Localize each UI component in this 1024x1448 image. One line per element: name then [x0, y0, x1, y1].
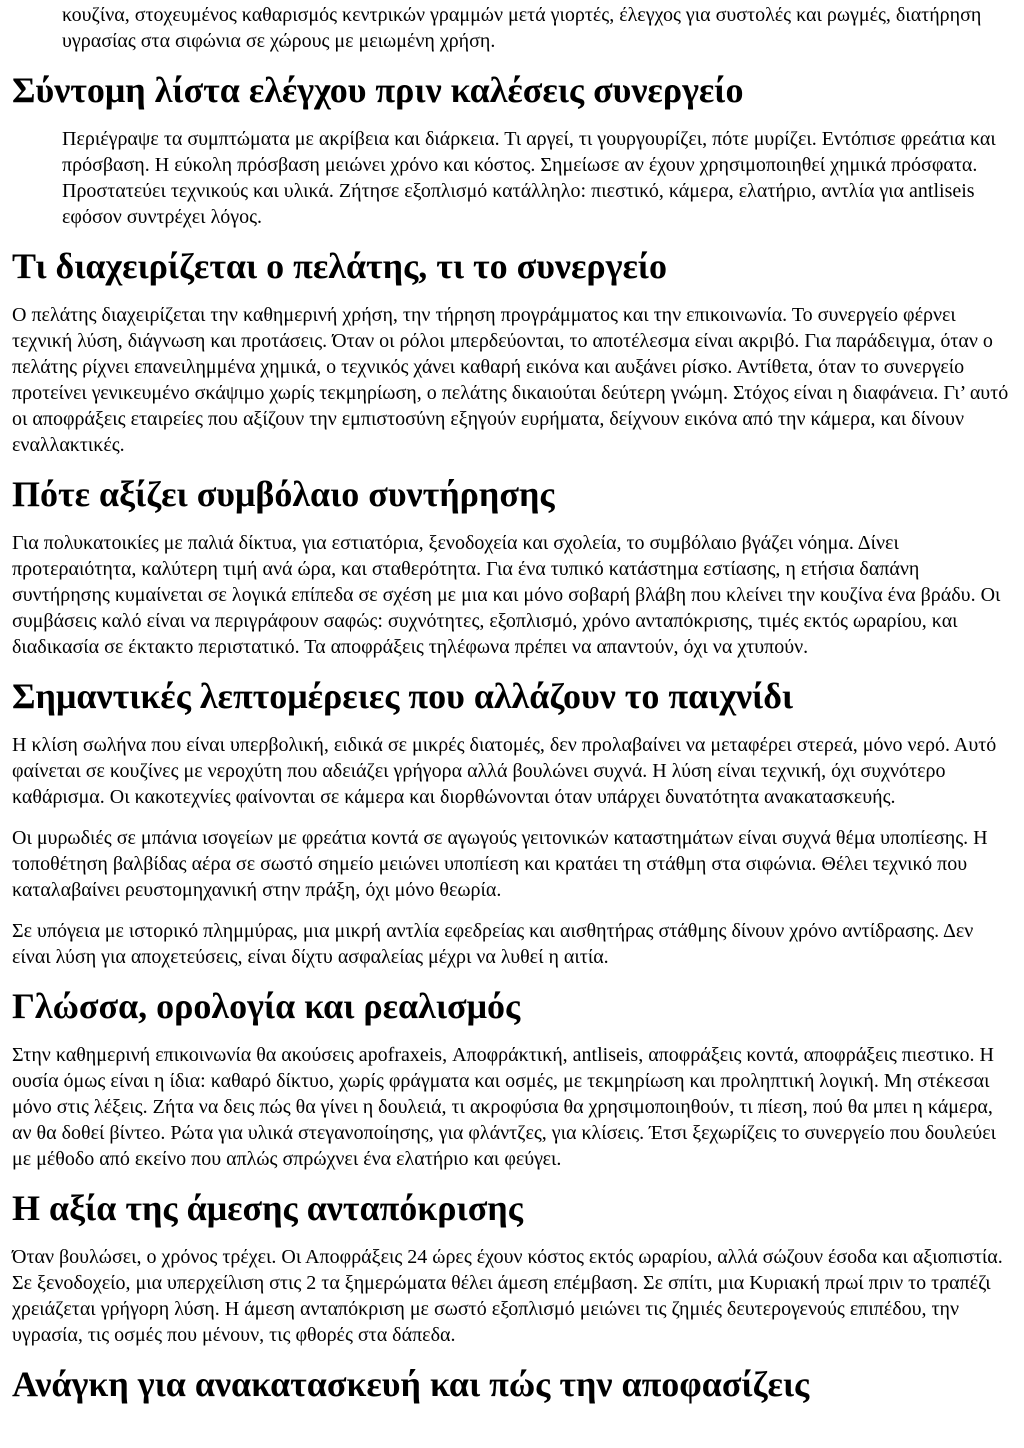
section-heading: Η αξία της άμεσης ανταπόκρισης — [12, 1188, 523, 1228]
section-heading: Σύντομη λίστα ελέγχου πριν καλέσεις συνεργείο — [12, 70, 744, 110]
section-language-terminology — [12, 985, 1012, 1172]
section-maintenance-contract — [12, 473, 1012, 660]
section-renovation-need — [12, 1363, 1012, 1405]
section-client-vs-crew-roles — [12, 245, 1012, 458]
section-heading: Ανάγκη για ανακατασκευή και πώς την αποφασίζεις — [12, 1364, 810, 1404]
section-heading: Γλώσσα, ορολογία και ρεαλισμός — [12, 986, 521, 1026]
intro-continuation-paragraph: κουζίνα, στοχευμένος καθαρισμός κεντρικών γραμμών μετά γιορτές, έλεγχος για συστολές και ρωγμές, διατήρηση υγρασίας στα σιφώνια σε χώρους με μειωμένη χρήση. — [62, 4, 982, 52]
section-paragraph: Περιέγραψε τα συμπτώματα με ακρίβεια και διάρκεια. Τι αργεί, τι γουργουρίζει, πότε μυρίζει. Εντόπισε φρεάτια και πρόσβαση. Η εύκολη πρόσβαση μειώνει χρόνο και κόστος. Σημείωσε αν έχουν χρησιμοποιηθεί χημικά πρόσφατα. Προστατεύει τεχνικούς και υλικά. Ζήτησε εξοπλισμό κατάλληλο: πιεστικό, κάμερα, ελατήριο, αντλία για antliseis εφόσον συντρέχει λόγος. — [62, 128, 996, 228]
section-pre-call-checklist — [12, 69, 1012, 230]
section-paragraph: Όταν βουλώσει, ο χρόνος τρέχει. Οι Αποφράξεις 24 ώρες έχουν κόστος εκτός ωραρίου, αλλά σώζουν έσοδα και αξιοπιστία. Σε ξενοδοχείο, μια υπερχείλιση στις 2 τα ξημερώματα θέλει άμεση επέμβαση. Σε σπίτι, μια Κυριακή πρωί πριν το τραπέζι χρειάζεται γρήγορη λύση. Η άμεση ανταπόκριση με σωστό εξοπλισμό μειώνει τις ζημιές δευτερογενούς επιπέδου, την υγρασία, τις οσμές που μένουν, τις φθορές στα δάπεδα. — [12, 1246, 1003, 1346]
section-paragraph: Στην καθημερινή επικοινωνία θα ακούσεις apofraxeis, Αποφράκτική, antliseis, αποφράξεις κοντά, αποφράξεις πιεστικο. Η ουσία όμως είναι η ίδια: καθαρό δίκτυο, χωρίς φράγματα και οσμές, με τεκμηρίωση και προληπτική λογική. Μη στέκεσαι μόνο στις λέξεις. Ζήτα να δεις πώς θα γίνει η δουλειά, τι ακροφύσια θα χρησιμοποιηθούν, τι πίεση, πού θα μπει η κάμερα, αν θα δοθεί βίντεο. Ρώτα για υλικά στεγανοποίησης, για φλάντζες, για κλίσεις. Έτσι ξεχωρίζεις το συνεργείο που δουλεύει με μέθοδο από εκείνο που απλώς σπρώχνει ένα ελατήριο και φεύγει. — [12, 1044, 996, 1170]
section-immediate-response-value — [12, 1187, 1012, 1348]
section-paragraph: Οι μυρωδιές σε μπάνια ισογείων με φρεάτια κοντά σε αγωγούς γειτονικών καταστημάτων είναι συχνά θέμα υποπίεσης. Η τοποθέτηση βαλβίδας αέρα σε σωστό σημείο μειώνει υποπίεση και κρατάει τη στάθμη στα σιφώνια. Θέλει τεχνικό που καταλαβαίνει ρευστομηχανική στην πράξη, όχι μόνο θεωρία. — [12, 827, 988, 901]
section-paragraph: Για πολυκατοικίες με παλιά δίκτυα, για εστιατόρια, ξενοδοχεία και σχολεία, το συμβόλαιο βγάζει νόημα. Δίνει προτεραιότητα, καλύτερη τιμή ανά ώρα, και σταθερότητα. Για ένα τυπικό κατάστημα εστίασης, η ετήσια δαπάνη συντήρησης κυμαίνεται σε λογικά επίπεδα σε σχέση με μια και μόνο σοβαρή βλάβη που κλείνει την κουζίνα ένα βράδυ. Οι συμβάσεις καλό είναι να περιγράφουν σαφώς: συχνότητες, εξοπλισμό, χρόνο ανταπόκρισης, τιμές εκτός ωραρίου, και διαδικασία σε έκτακτο περιστατικό. Τα αποφράξεις τηλέφωνα πρέπει να απαντούν, όχι να χτυπούν. — [12, 532, 1001, 658]
section-heading: Τι διαχειρίζεται ο πελάτης, τι το συνεργείο — [12, 246, 667, 286]
section-paragraph: Ο πελάτης διαχειρίζεται την καθημερινή χρήση, την τήρηση προγράμματος και την επικοινωνία. Το συνεργείο φέρνει τεχνική λύση, διάγνωση και προτάσεις. Όταν οι ρόλοι μπερδεύονται, το αποτέλεσμα είναι ακριβό. Για παράδειγμα, όταν ο πελάτης ρίχνει επανειλημμένα χημικά, ο τεχνικός χάνει καθαρή εικόνα και αυξάνει ρίσκο. Αντίθετα, όταν το συνεργείο προτείνει γενικευμένο σκάψιμο χωρίς τεκμηρίωση, ο πελάτης δικαιούται δεύτερη γνώμη. Στόχος είναι η διαφάνεια. Γι’ αυτό οι αποφράξεις εταιρείες που αξίζουν την εμπιστοσύνη εξηγούν ευρήματα, δείχνουν εικόνα από την κάμερα, και δίνουν εναλλακτικές. — [12, 304, 1009, 456]
section-paragraph: Η κλίση σωλήνα που είναι υπερβολική, ειδικά σε μικρές διατομές, δεν προλαβαίνει να μεταφέρει στερεά, μόνο νερό. Αυτό φαίνεται σε κουζίνες με νεροχύτη που αδειάζει γρήγορα αλλά βουλώνει συχνά. Η λύση είναι τεχνική, όχι συχνότερο καθάρισμα. Οι κακοτεχνίες φαίνονται σε κάμερα και διορθώνονται όταν υπάρχει δυνατότητα ανακατασκευής. — [12, 734, 997, 808]
section-paragraph: Σε υπόγεια με ιστορικό πλημμύρας, μια μικρή αντλία εφεδρείας και αισθητήρας στάθμης δίνουν χρόνο αντίδρασης. Δεν είναι λύση για αποχετεύσεις, είναι δίχτυ ασφαλείας μέχρι να λυθεί η αιτία. — [12, 920, 974, 968]
section-heading: Πότε αξίζει συμβόλαιο συντήρησης — [12, 474, 555, 514]
section-important-details — [12, 675, 1012, 970]
section-heading: Σημαντικές λεπτομέρειες που αλλάζουν το παιχνίδι — [12, 676, 794, 716]
